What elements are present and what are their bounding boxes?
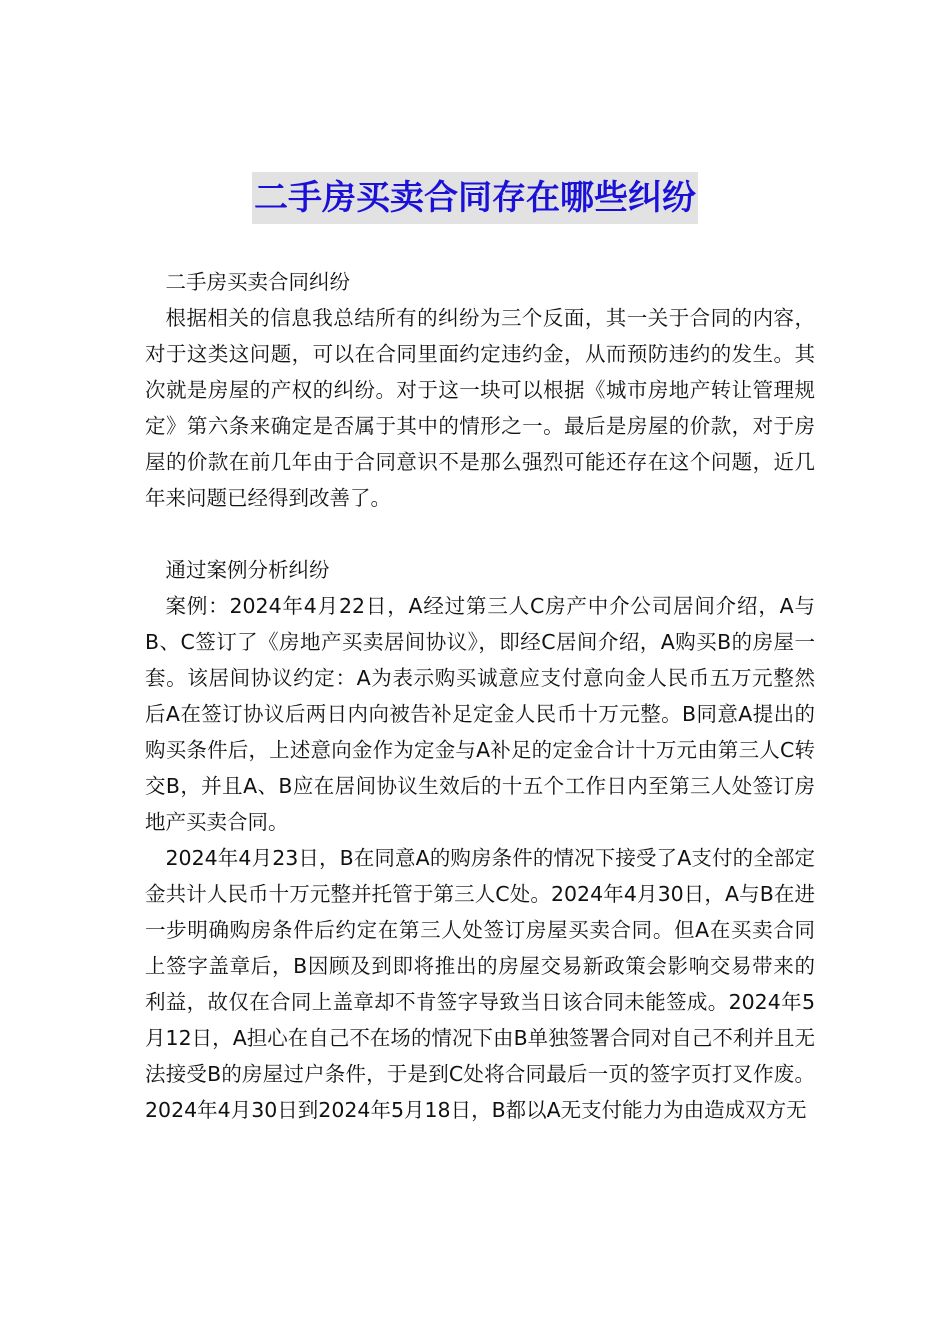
paragraph-case-intro: 案例：2024年4月22日，A经过第三人C房产中介公司居间介绍，A与B、C签订了《房地产买卖居间协议》，即经C居间介绍，A购买B的房屋一套。该居间协议约定：A为表示购买诚意应支付意向金人民币五万元整然后A在签订协议后两日内向被告补足定金人民币十万元整。B同意A提出的购买条件后，上述意向金作为定金与A补足的定金合计十万元由第三人C转交B，并且A、B应在居间协议生效后的十五个工作日内至第三人处签订房地产买卖合同。 [145, 594, 815, 834]
paragraph-dispute-summary: 根据相关的信息我总结所有的纠纷为三个反面，其一关于合同的内容，对于这类这问题，可以在合同里面约定违约金，从而预防违约的发生。其次就是房屋的产权的纠纷。对于这一块可以根据《城市房地产转让管理规定》第六条来确定是否属于其中的情形之一。最后是房屋的价款，对于房屋的价款在前几年由于合同意识不是那么强烈可能还存在这个问题，近几年来问题已经得到改善了。 [145, 306, 815, 510]
paragraph-case-details: 2024年4月23日，B在同意A的购房条件的情况下接受了A支付的全部定金共计人民币十万元整并托管于第三人C处。2024年4月30日，A与B在进一步明确购房条件后约定在第三人处签订房屋买卖合同。但A在买卖合同上签字盖章后，B因顾及到即将推出的房屋交易新政策会影响交易带来的利益，故仅在合同上盖章却不肯签字导致当日该合同未能签成。2024年5月12日，A担心在自己不在场的情况下由B单独签署合同对自己不利并且无法接受B的房屋过户条件，于是到C处将合同最后一页的签字页打叉作废。2024年4月30日到2024年5月18日，B都以A无支付能力为由造成双方无 [145, 846, 815, 1122]
paragraph-gap [145, 516, 815, 552]
section-heading-case-analysis: 通过案例分析纠纷 [165, 558, 330, 582]
section-heading-contract-disputes: 二手房买卖合同纠纷 [165, 270, 350, 294]
title-container [0, 172, 950, 224]
document-title: 二手房买卖合同存在哪些纠纷 [252, 172, 698, 224]
document-body [145, 264, 815, 1128]
